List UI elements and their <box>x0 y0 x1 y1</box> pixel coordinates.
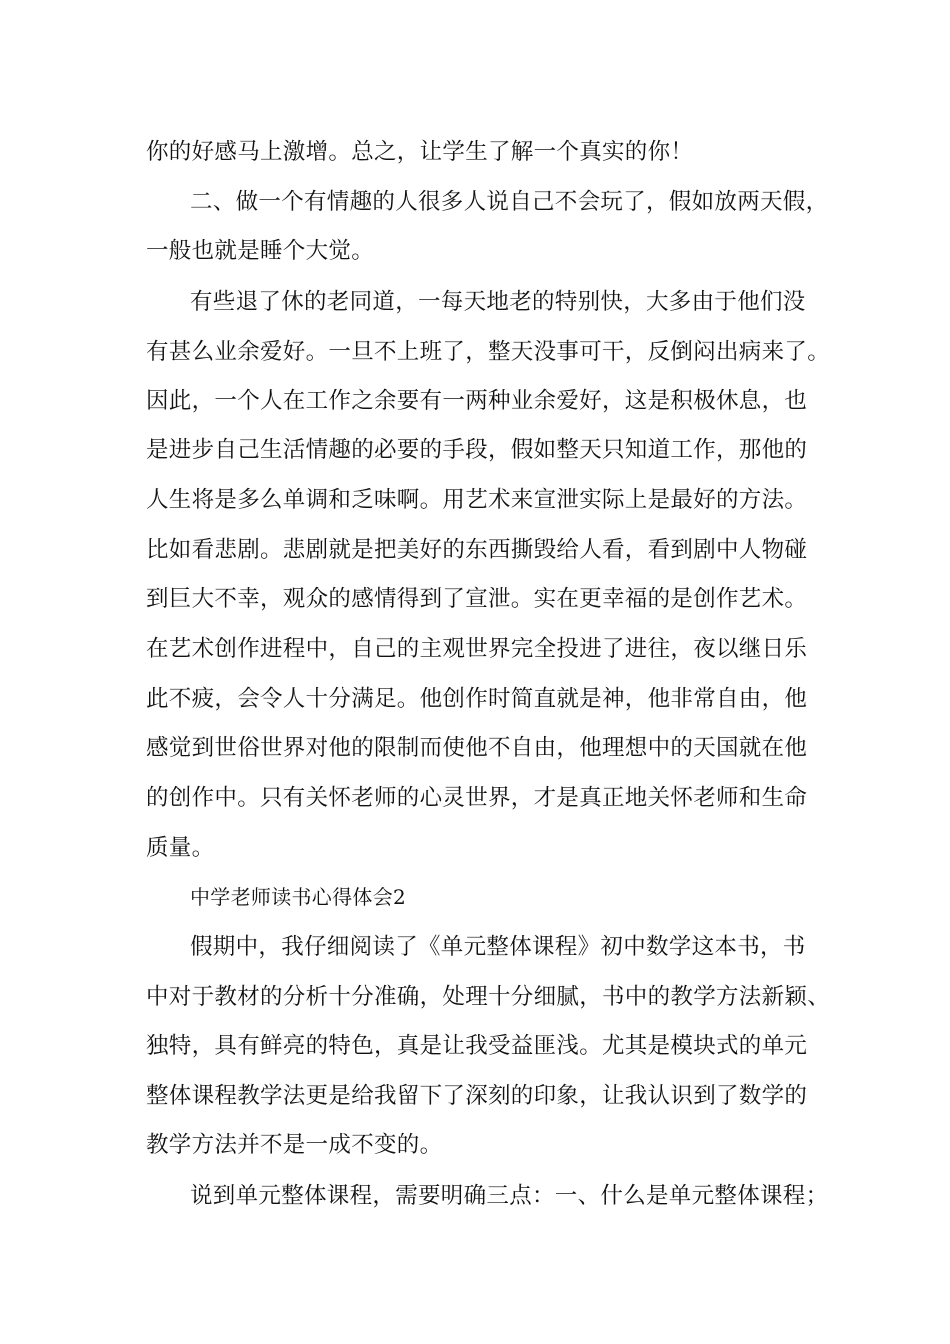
text-line: 中对于教材的分析十分准确，处理十分细腻，书中的教学方法新颖、 <box>146 984 831 1010</box>
text-line: 在艺术创作进程中，自己的主观世界完全投进了进往，夜以继日乐 <box>146 636 808 662</box>
text-line: 质量。 <box>146 835 215 861</box>
text-line: 你的好感马上激增。总之，让学生了解一个真实的你！ <box>146 139 694 165</box>
text-line: 教学方法并不是一成不变的。 <box>146 1132 443 1158</box>
text-line: 二、做一个有情趣的人很多人说自己不会玩了，假如放两天假， <box>190 189 829 215</box>
text-line: 感觉到世俗世界对他的限制而使他不自由，他理想中的天国就在他 <box>146 735 808 761</box>
text-line: 是进步自己生活情趣的必要的手段，假如整天只知道工作，那他的 <box>146 437 808 463</box>
text-line: 有些退了休的老同道，一每天地老的特别快，大多由于他们没 <box>190 289 806 315</box>
section-heading: 中学老师读书心得体会2 <box>190 885 407 909</box>
text-line: 此不疲，会令人十分满足。他创作时简直就是神，他非常自由，他 <box>146 686 808 712</box>
text-line: 说到单元整体课程，需要明确三点：一、什么是单元整体课程； <box>190 1183 829 1209</box>
text-line: 有甚么业余爱好。一旦不上班了，整天没事可干，反倒闷出病来了。 <box>146 339 831 365</box>
text-line: 因此，一个人在工作之余要有一两种业余爱好，这是积极休息，也 <box>146 388 808 414</box>
text-line: 比如看悲剧。悲剧就是把美好的东西撕毁给人看，看到剧中人物碰 <box>146 537 808 563</box>
text-line: 到巨大不幸，观众的感情得到了宣泄。实在更幸福的是创作艺术。 <box>146 586 808 612</box>
text-line: 的创作中。只有关怀老师的心灵世界，才是真正地关怀老师和生命 <box>146 785 808 811</box>
text-line: 一般也就是睡个大觉。 <box>146 238 375 264</box>
text-line: 独特，具有鲜亮的特色，真是让我受益匪浅。尤其是模块式的单元 <box>146 1033 808 1059</box>
text-line: 整体课程教学法更是给我留下了深刻的印象，让我认识到了数学的 <box>146 1083 808 1109</box>
text-line: 假期中，我仔细阅读了《单元整体课程》初中数学这本书，书 <box>190 934 806 960</box>
text-line: 人生将是多么单调和乏味啊。用艺术来宣泄实际上是最好的方法。 <box>146 487 808 513</box>
